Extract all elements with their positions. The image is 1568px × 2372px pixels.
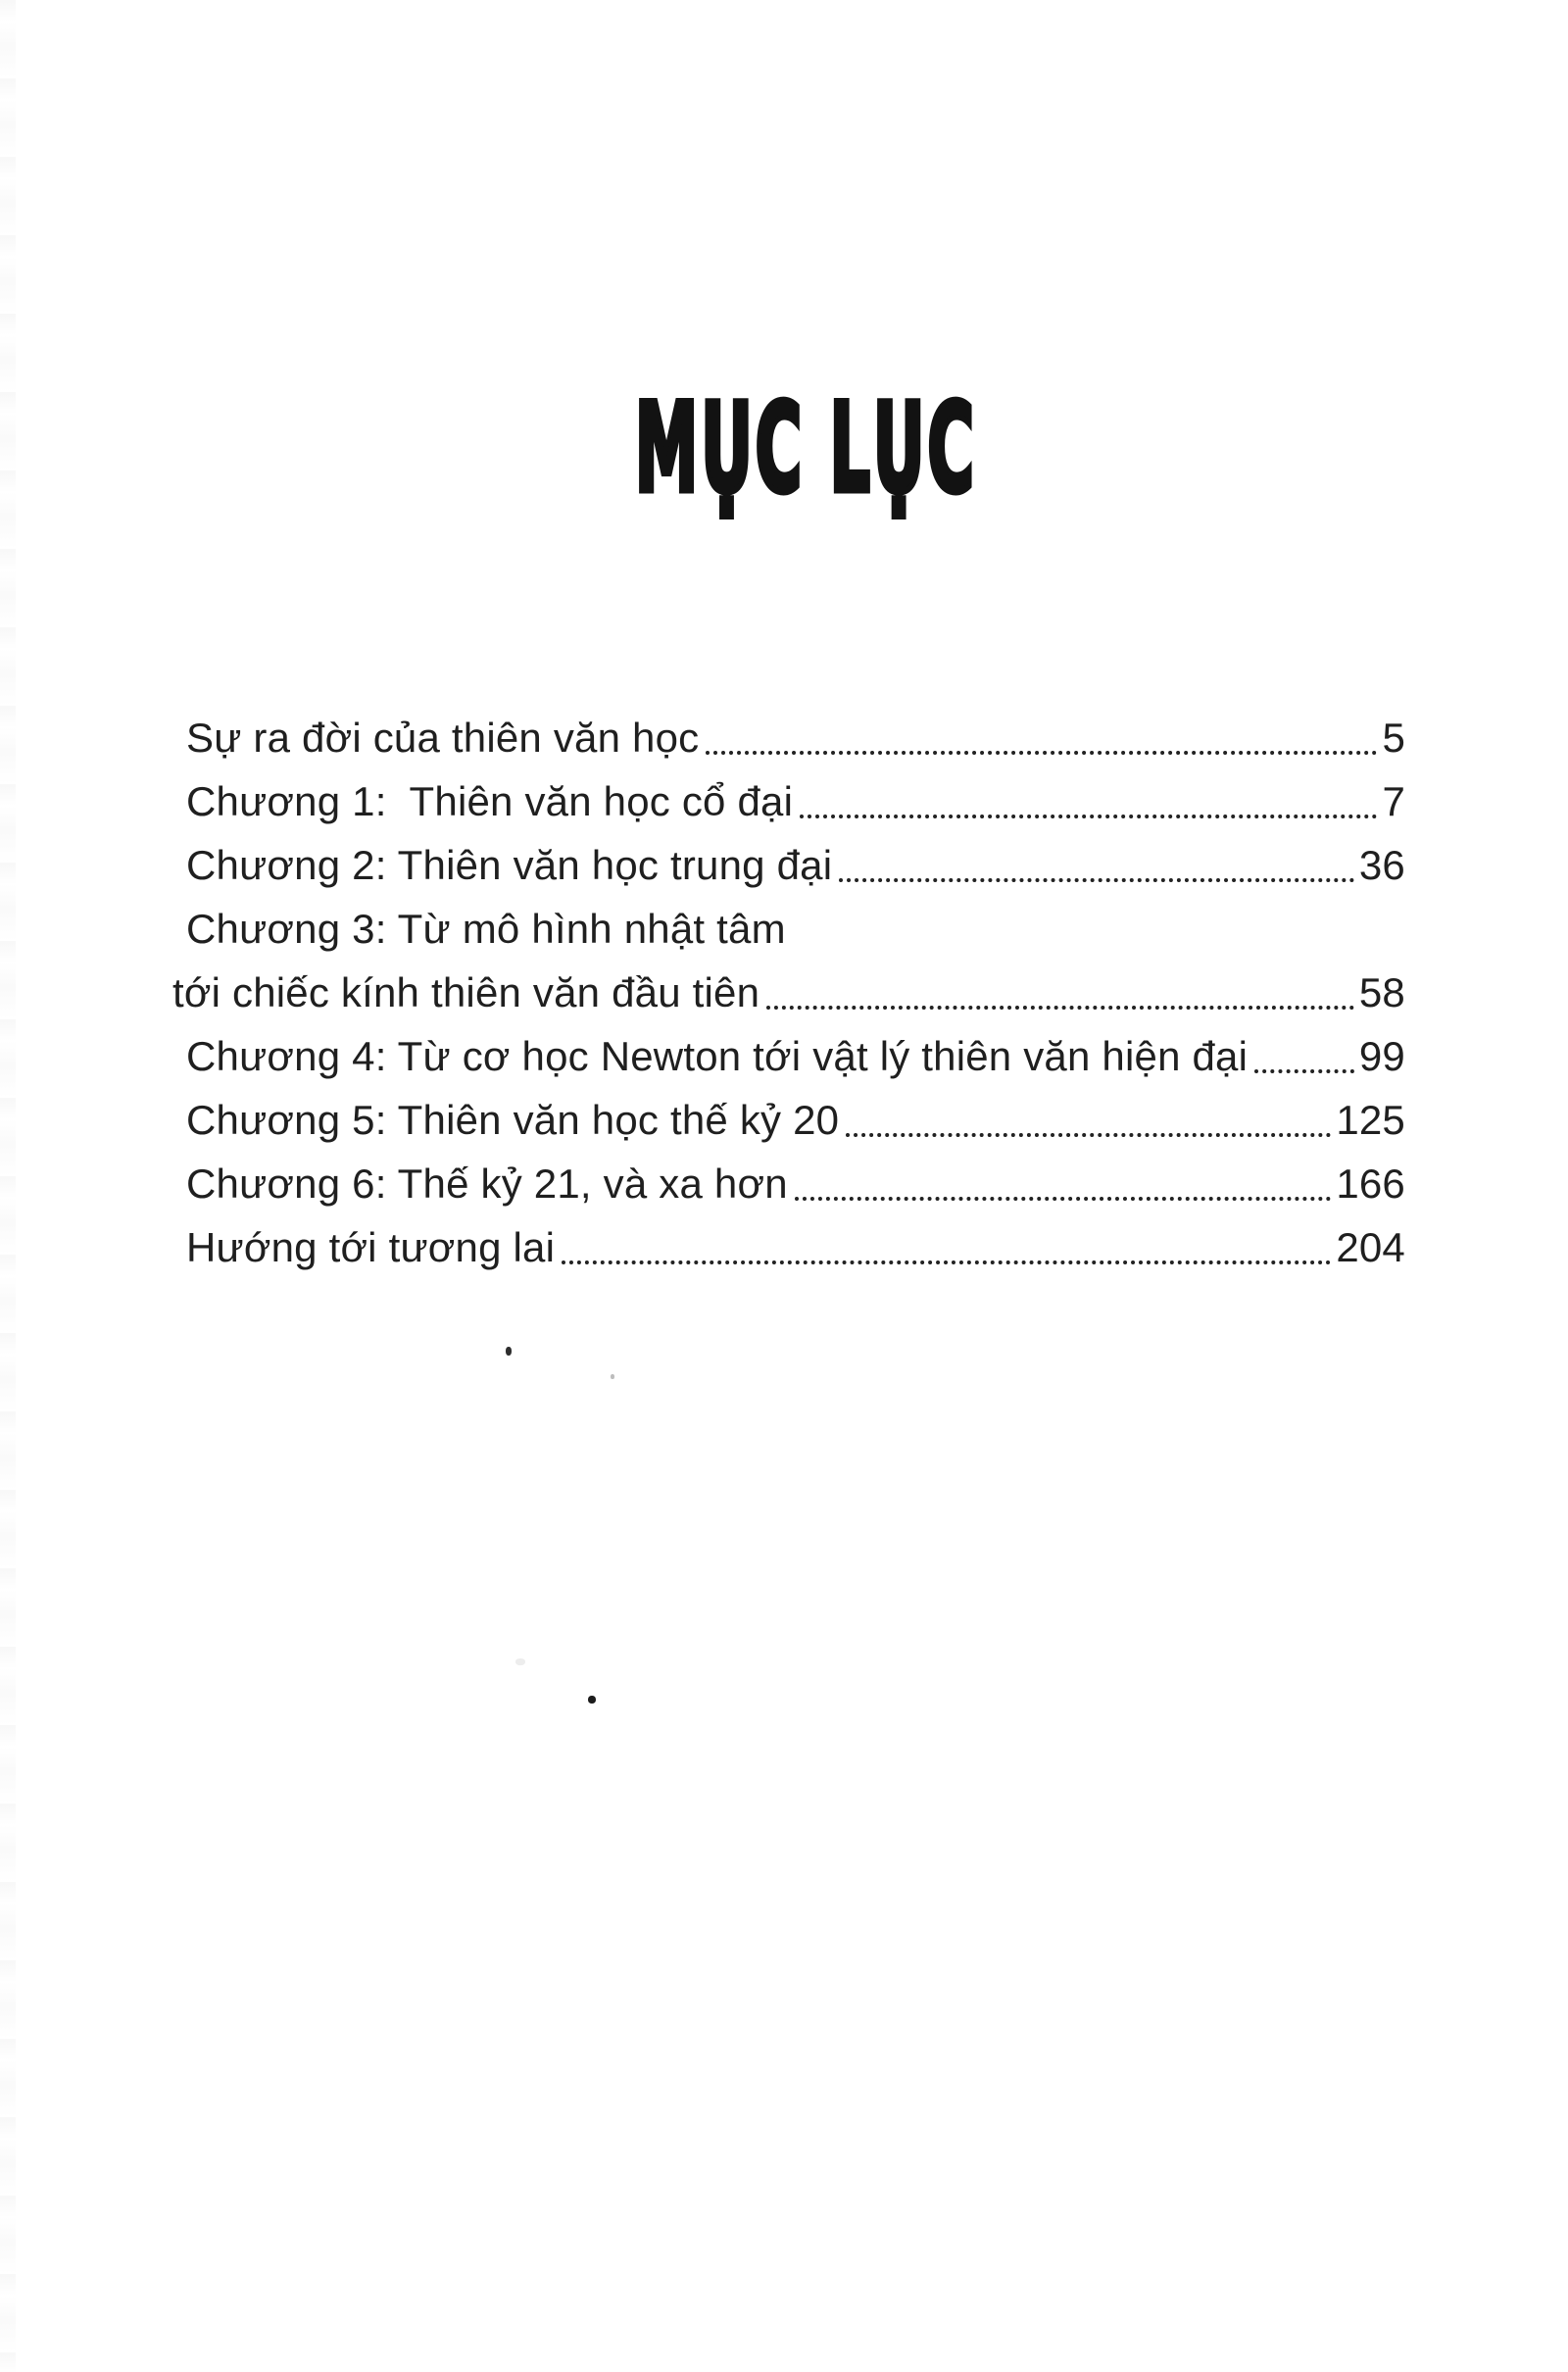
toc-row [186,897,1405,961]
toc-entry-label: Chương 5: Thiên văn học thế kỷ 20 [186,1097,840,1143]
toc-entry-label: Chương 6: Thế kỷ 21, và xa hơn [186,1161,788,1207]
toc-entry-label: Chương 4: Từ cơ học Newton tới vật lý thiên văn hiện đại [186,1033,1249,1079]
toc-entry-label: Chương 1: Thiên văn học cổ đại [186,778,794,824]
toc-row [186,706,1405,769]
page-title: MỤC LỤC [634,378,977,519]
toc-entry-label: tới chiếc kính thiên văn đầu tiên [172,969,760,1015]
toc-page-number: 36 [1358,842,1405,888]
dot-leader [846,1133,1331,1137]
toc-row [186,1152,1405,1215]
toc-page-number: 166 [1336,1161,1405,1207]
scan-speck [588,1696,596,1704]
scan-speck [611,1374,614,1379]
toc-page-number: 125 [1336,1097,1405,1143]
toc-page-number: 7 [1382,778,1405,824]
toc-page-number: 5 [1382,715,1405,761]
dot-leader [706,751,1377,755]
dot-leader [562,1260,1331,1264]
table-of-contents [172,706,1405,1279]
toc-row [186,1024,1405,1088]
dot-leader [800,815,1377,818]
dot-leader [839,878,1354,882]
scan-speck [506,1347,512,1356]
scan-speck [515,1658,525,1665]
dot-leader [1254,1069,1354,1073]
toc-row [186,1215,1405,1279]
toc-entry-label: Sự ra đời của thiên văn học [186,715,700,761]
toc-row [186,769,1405,833]
toc-entry-label: Chương 2: Thiên văn học trung đại [186,842,833,888]
toc-row [172,961,1405,1024]
toc-row [186,833,1405,897]
toc-page-number: 99 [1358,1033,1405,1079]
toc-row [186,1088,1405,1152]
toc-entry-label: Hướng tới tương lai [186,1224,556,1270]
toc-page-number: 58 [1358,969,1405,1015]
toc-page-number: 204 [1336,1224,1405,1270]
toc-entry-label: Chương 3: Từ mô hình nhật tâm [186,906,786,952]
page-title-wrap [0,378,1568,519]
dot-leader [795,1197,1332,1201]
scan-edge-artifact [0,0,16,2372]
dot-leader [766,1006,1354,1010]
